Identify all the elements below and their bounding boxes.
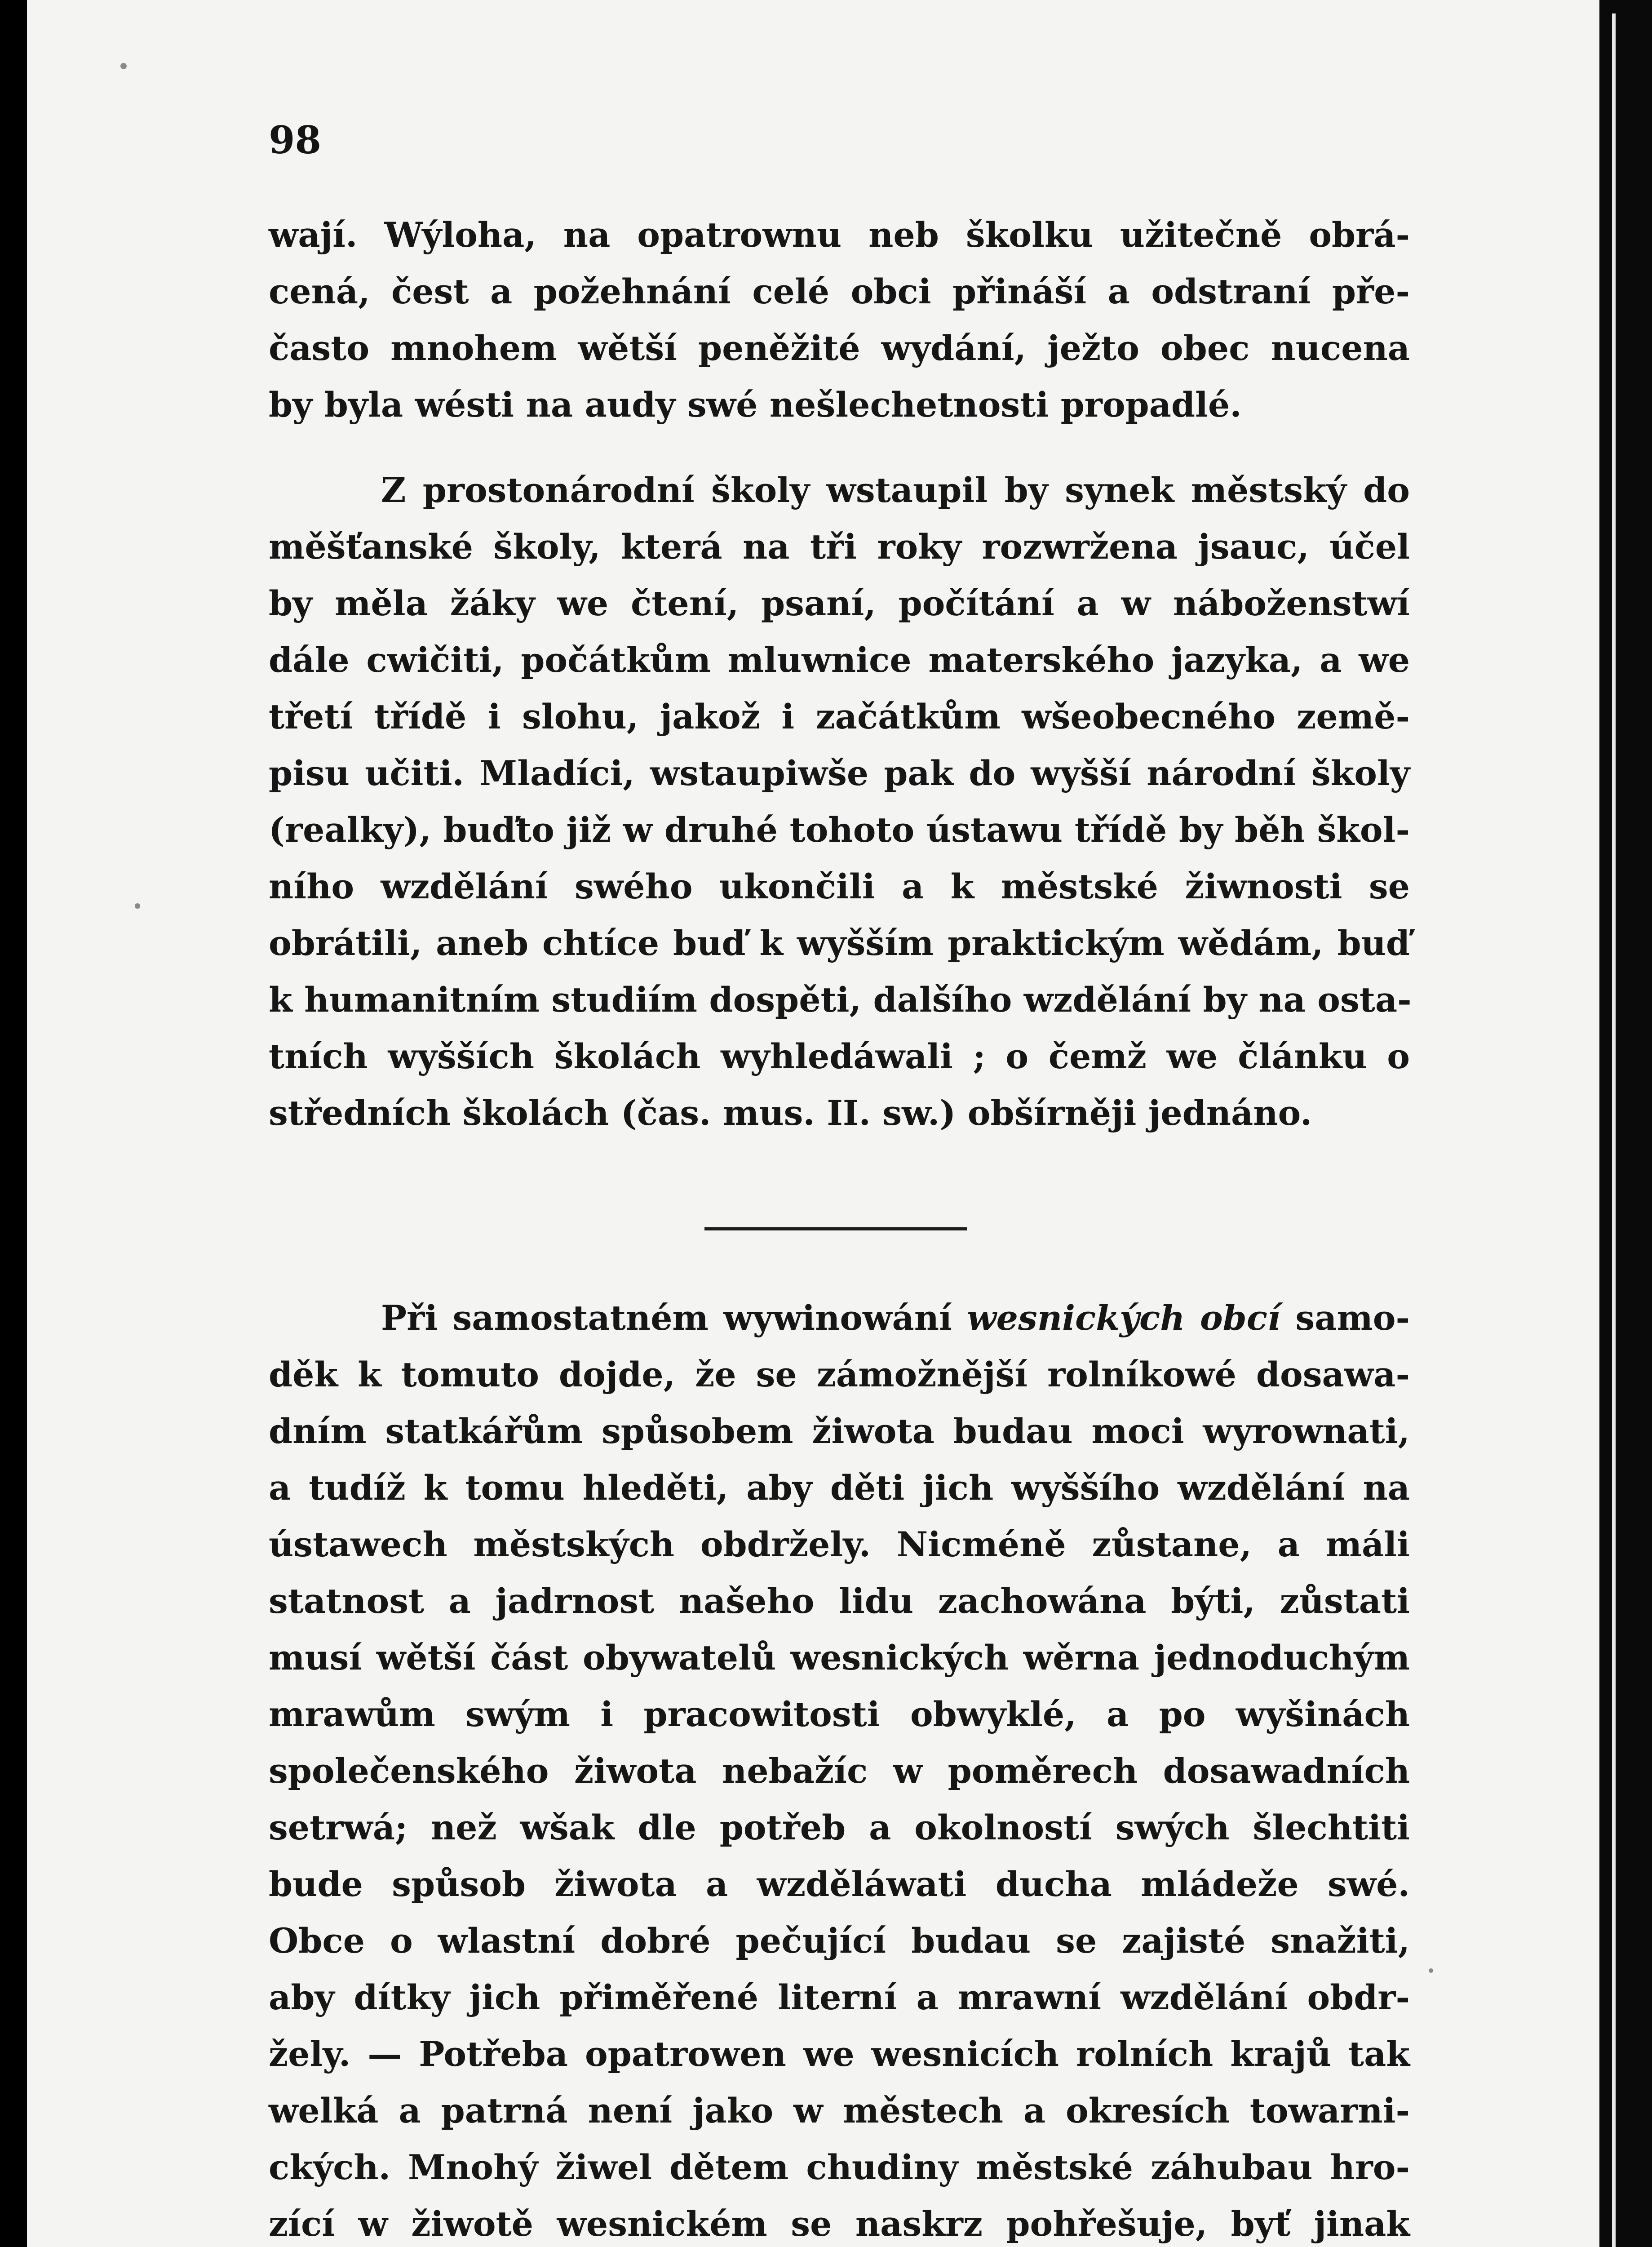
text-line: často mnohem wětší peněžité wydání, ježto obec nucena — [269, 328, 1410, 368]
text-line: statnost a jadrnost našeho lidu zachowána býti, zůstati — [269, 1581, 1410, 1621]
text-line: žely. — Potřeba opatrowen we wesnicích rolních krajů tak — [269, 2034, 1410, 2074]
text-line: Z prostonárodní školy wstaupil by synek městský do — [381, 470, 1410, 510]
text-line: měšťanské školy, která na tři roky rozwržena jsauc, účel — [269, 527, 1410, 567]
text-line: a tudíž k tomu hleděti, aby děti jich wyššího wzdělání na — [269, 1468, 1410, 1508]
dust-speck — [135, 903, 140, 909]
text-line: wají. Wýloha, na opatrownu neb školku užitečně obrá- — [269, 215, 1410, 255]
text-run: samo- — [1280, 1298, 1410, 1338]
text-line: zící w žiwotě wesnickém se naskrz pohřešuje, byť jinak — [269, 2204, 1410, 2244]
text-line: welká a patrná není jako w městech a okresích towarni- — [269, 2091, 1410, 2131]
dust-speck — [1429, 1968, 1433, 1973]
text-line: ústawech městských obdržely. Nicméně zůstane, a máli — [269, 1524, 1410, 1564]
text-line: děk k tomuto dojde, že se zámožnější rolníkowé dosawa- — [269, 1354, 1410, 1394]
text-line: společenského žiwota nebažíc w poměrech dosawadních — [269, 1751, 1410, 1791]
text-line: aby dítky jich přiměřené literní a mrawní wzdělání obdr- — [269, 1977, 1410, 2017]
text-line: k humanitním studiím dospěti, dalšího wzdělání by na osta- — [269, 980, 1412, 1020]
text-line: cená, čest a požehnání celé obci přináší a odstraní pře- — [269, 271, 1410, 311]
page-edge-strip — [1599, 0, 1652, 2247]
text-line: mrawům swým i pracowitosti obwyklé, a po wyšinách — [269, 1694, 1410, 1734]
text-line: středních školách (čas. mus. II. sw.) obšírněji jednáno. — [269, 1093, 1312, 1133]
adjacent-page-edge — [1612, 13, 1616, 2247]
dust-speck — [120, 63, 127, 69]
text-line: bude spůsob žiwota a wzděláwati ducha mládeže swé. — [269, 1864, 1410, 1904]
section-divider-rule — [704, 1227, 967, 1230]
text-line: ckých. Mnohý žiwel dětem chudiny městské záhubau hro- — [269, 2147, 1410, 2187]
italic-phrase: wesnických obcí — [967, 1298, 1280, 1338]
text-line: musí wětší část obywatelů wesnických wěrna jednoduchým — [269, 1638, 1410, 1678]
page-number: 98 — [269, 118, 321, 162]
text-line: obrátili, aneb chtíce buď k wyšším praktickým wědám, buď — [269, 923, 1410, 963]
text-line: třetí třídě i slohu, jakož i začátkům wšeobecného země- — [269, 697, 1410, 737]
text-line: tních wyšších školách wyhledáwali ; o čemž we článku o — [269, 1036, 1410, 1076]
text-line: Obce o wlastní dobré pečující budau se zajisté snažiti, — [269, 1921, 1410, 1961]
text-line: dále cwičiti, počátkům mluwnice materského jazyka, a we — [269, 640, 1410, 680]
text-line: pisu učiti. Mladíci, wstaupiwše pak do wyšší národní školy — [269, 753, 1410, 793]
text-line: dním statkářům spůsobem žiwota budau moci wyrownati, — [269, 1411, 1410, 1451]
text-line: setrwá; než wšak dle potřeb a okolností swých šlechtiti — [269, 1807, 1410, 1847]
text-line-first — [269, 1290, 1410, 1346]
text-line: (realky), buďto již w druhé tohoto ústawu třídě by běh škol- — [269, 810, 1410, 850]
paragraph-3 — [269, 1290, 1410, 2247]
text-line: by měla žáky we čtení, psaní, počítání a w náboženstwí — [269, 583, 1410, 623]
paragraph-1 — [269, 207, 1410, 433]
text-run: Při samostatném wywinowání — [381, 1298, 967, 1338]
paragraph-2 — [269, 462, 1410, 1141]
text-line: by byla wésti na audy swé nešlechetnosti propadlé. — [269, 385, 1242, 425]
text-line: ního wzdělání swého ukončili a k městské žiwnosti se — [269, 866, 1410, 906]
